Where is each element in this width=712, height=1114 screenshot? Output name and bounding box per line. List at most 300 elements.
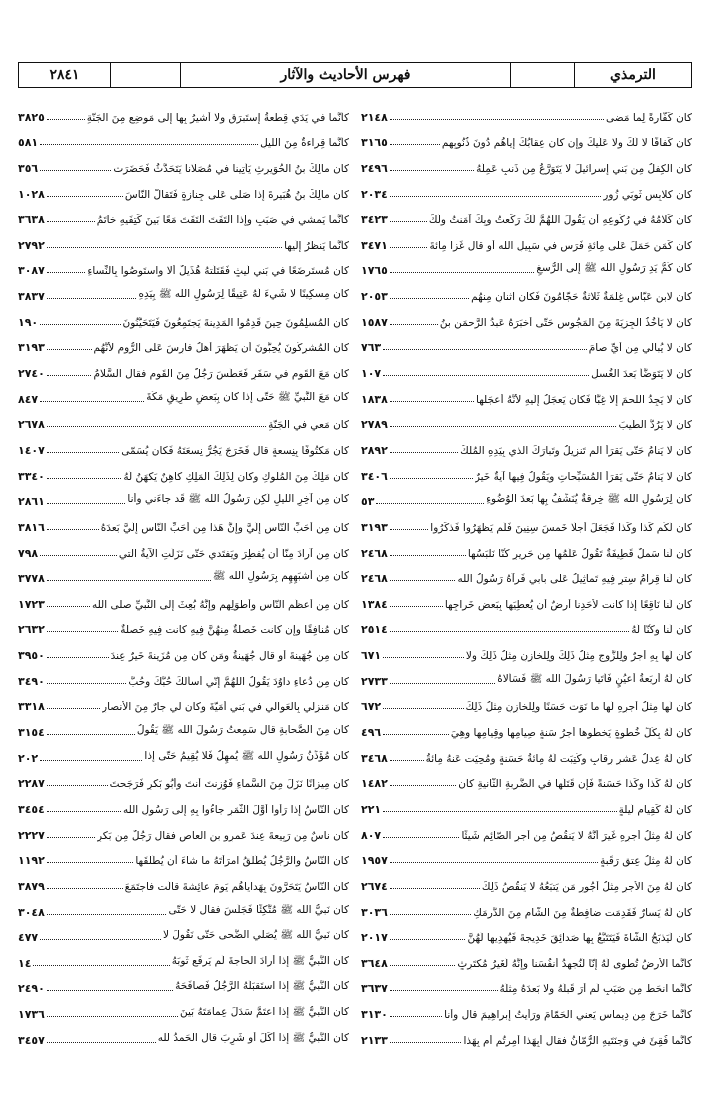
- entry-text: كأنَّما في يَدَي قِطعةُ إستَبرَقٍ ولا أُشيرُ بِها إلى مَوضِعٍ مِنَ الجَنّةِ: [86, 111, 349, 124]
- entry-leader-dots: [383, 657, 464, 658]
- entry-number: ٣٤٢٣: [361, 213, 388, 227]
- entry-leader-dots: [383, 811, 616, 812]
- index-entry: [18, 252, 349, 278]
- entry-text: كان النَّبيُّ ﷺ إذا اعتَمَّ سَدَلَ عِمامَتَهُ بَينَ: [180, 1006, 349, 1019]
- entry-leader-dots: [47, 478, 122, 479]
- entry-text: كان مِسكِينًا لا شَيءَ لَهُ عَتِيقًا لِرَسُولِ الله ﷺ بِيَدِهِ: [138, 288, 349, 301]
- entry-text: كان مَنزِلي بِالعَوالي في بَني أُمَيّةَ وكان لي جارٌ مِنَ الأنصارِ: [102, 701, 349, 714]
- entry-number: ٢٥١٤: [361, 623, 388, 637]
- entry-number: ٢٤٩٦: [361, 161, 388, 175]
- entry-number: ٢٢٢٧: [18, 828, 45, 842]
- entry-leader-dots: [47, 1042, 156, 1043]
- book-name: الترمذي: [610, 67, 656, 83]
- index-entry: [18, 919, 349, 945]
- entry-leader-dots: [390, 760, 424, 761]
- index-entry: [18, 816, 349, 842]
- entry-text: كان مالِكُ بنُ هُبَيرةَ إذا صَلّى عَلى جِنازةٍ فَتَقالَّ النّاسَ: [124, 188, 349, 201]
- entry-number: ٣٣١٨: [18, 700, 45, 714]
- entry-leader-dots: [390, 478, 473, 479]
- entry-leader-dots: [47, 221, 95, 222]
- entry-text: كان لَكُم كَذا وكَذا فَجَعَلَ أجلًا خَمسَ سِنِينَ فَلَم يَظهَرُوا فَذكَرُوا: [430, 521, 692, 534]
- entry-text: كان كلابِسِ ثَوبَي زُورٍ: [603, 188, 692, 201]
- index-entry: [361, 688, 692, 714]
- entry-leader-dots: [390, 298, 469, 299]
- entry-leader-dots: [390, 888, 480, 889]
- entry-leader-dots: [47, 1016, 178, 1017]
- entry-text: كان النَّبيُّ ﷺ إذا أكَلَ أو شَرِبَ قال الحَمدُ لله: [157, 1031, 349, 1044]
- entry-number: ٢٨٩٢: [361, 443, 388, 457]
- entry-number: ٣٤٠٦: [361, 469, 388, 483]
- entry-text: كان لَهُ عِدلُ عَشرِ رِقابٍ وكُتِبَت لَهُ مِائةُ حَسَنةٍ ومُحِيَت عَنهُ مِائةُ: [425, 752, 692, 765]
- header-spacer-left: [111, 63, 181, 87]
- entry-text: كان الكِفلُ مِن بَني إسرائيلَ لا يَتَوَرَّعُ مِن ذَنبٍ عَمِلَهُ: [476, 162, 692, 175]
- index-entry: [18, 739, 349, 765]
- entry-number: ٣٨١٦: [18, 520, 45, 534]
- index-entry: [361, 790, 692, 816]
- index-entry: [361, 124, 692, 150]
- entry-text: كان النَّبيُّ ﷺ إذا أرادَ الحاجةَ لَم يَرفَع ثَوبَهُ: [171, 954, 349, 967]
- entry-number: ٣٤٦٨: [361, 751, 388, 765]
- entry-number: ٢٤٦٨: [361, 572, 388, 586]
- entry-text: كان مَعَ القَومِ في سَفَرٍ فَعَطَسَ رَجُلٌ مِنَ القَومِ فقال السَّلامُ: [93, 368, 349, 381]
- entry-leader-dots: [47, 503, 126, 504]
- entry-number: ٣٤٩٠: [18, 674, 45, 688]
- entry-number: ١٣٨٤: [361, 597, 388, 611]
- index-entry: [18, 354, 349, 380]
- index-entry: [361, 944, 692, 970]
- entry-number: ١٩٥٧: [361, 854, 388, 868]
- index-entry: [18, 867, 349, 893]
- entry-text: كان لا يَنامُ حَتّى يَقرَأَ المُسَبِّحاتِ ويَقُولُ فِيها آيةٌ خَيرٌ: [474, 470, 692, 483]
- index-entry: [18, 611, 349, 637]
- index-title: فهرس الأحاديث والآثار: [181, 63, 511, 87]
- index-entry: [18, 149, 349, 175]
- index-entry: [361, 508, 692, 534]
- index-entry: [18, 98, 349, 124]
- entry-leader-dots: [383, 708, 463, 709]
- entry-number: ٣١٩٣: [361, 520, 388, 534]
- entry-number: ٣٦٤٨: [361, 956, 388, 970]
- index-entry: [18, 226, 349, 252]
- entry-number: ٣٣٤٠: [18, 469, 45, 483]
- entry-leader-dots: [47, 298, 137, 299]
- index-entry: [361, 534, 692, 560]
- entry-number: ١٠٢٨: [18, 187, 45, 201]
- entry-leader-dots: [47, 272, 86, 273]
- index-entry: [361, 431, 692, 457]
- entry-number: ٤٩٦: [361, 726, 382, 740]
- index-entry: [18, 560, 349, 586]
- entry-number: ٧٩٨: [18, 546, 39, 560]
- entry-text: كان لَهُ بِكُلِّ خُطوةٍ يَخطُوها أجرُ سَنةٍ صِيامِها وقِيامِها وهِيَ: [450, 727, 692, 740]
- entry-text: كان مِن جُهَينةَ أو قال جُهَينةُ ومَن كان مِن مُزَينةَ خَيرٌ عِندَ: [110, 650, 349, 663]
- entry-number: ٣٦٣٨: [18, 213, 45, 227]
- index-entry: [361, 201, 692, 227]
- entry-number: ٦٧٢: [361, 700, 382, 714]
- entry-text: كان لَنا نَاقِعًا إذا كانت لأحَدِنا أرضٌ أن يُعطِيَها بِبَعضِ خَراجِها: [444, 598, 692, 611]
- entry-text: كان لا يَأخُذُ الجِزيَةَ مِنَ المَجُوسِ حَتّى أخبَرَهُ عَبدُ الرَّحمَنِ بنُ: [439, 316, 692, 329]
- entry-text: كأنَّما خَرَجَ مِن دِيماسٍ يَعني الحَمّامَ ورَأيتُ إبراهِيمَ قال وأنا: [444, 1009, 692, 1022]
- entry-number: ١٧٢٣: [18, 597, 45, 611]
- index-entry: [18, 585, 349, 611]
- entry-leader-dots: [47, 529, 99, 530]
- index-entry: [18, 201, 349, 227]
- entry-leader-dots: [40, 555, 117, 556]
- entry-text: كان لَهُ مِثلُ أجرِهِ غَيرَ أنَّهُ لا يَنقُصُ مِن أجرِ الصّائِمِ شَيئًا: [461, 829, 692, 842]
- entry-text: كان كَلامُهُ في رُكُوعِهِ أن يَقُولَ اللهُمَّ لَكَ رَكَعتُ وبِكَ آمَنتُ ولَكَ: [428, 214, 692, 227]
- entry-number: ٣٤٧١: [361, 238, 388, 252]
- entry-text: كان مُستَرضَعًا في بَني لَيثٍ فَقَتَلَتهُ هُذَيلٌ ألا واستَوصُوا بِالنِّساءِ: [87, 265, 349, 278]
- entry-text: كان مَعَ النَّبيِّ ﷺ حَتّى إذا كان بِبَعضِ طَرِيقِ مَكّةَ: [146, 390, 349, 403]
- index-entry: [361, 457, 692, 483]
- index-entry: [18, 277, 349, 303]
- entry-text: كأنَّما يَنظُرُ إلَيها: [284, 239, 349, 252]
- entry-text: كان مَعي في الجَنّةِ: [268, 419, 349, 432]
- entry-text: كان لَها بِهِ أجرٌ ولِلزَّوجِ مِثلُ ذَلِكَ ولِلخازِنِ مِثلُ ذَلِكَ ولا: [465, 650, 692, 663]
- entry-number: ٢٨٦١: [18, 495, 45, 509]
- index-entry: [361, 995, 692, 1021]
- entry-number: ٣٠٣٦: [361, 905, 388, 919]
- entry-leader-dots: [33, 965, 169, 966]
- entry-leader-dots: [47, 580, 211, 581]
- entry-leader-dots: [47, 606, 90, 607]
- entry-number: ٢٢٨٧: [18, 777, 45, 791]
- entry-leader-dots: [40, 939, 161, 940]
- entry-leader-dots: [47, 708, 100, 709]
- entry-number: ٣٧٧٨: [18, 572, 45, 586]
- index-entry: [18, 970, 349, 996]
- entry-number: ١٠٧: [361, 367, 382, 381]
- entry-text: كان ناسٌ مِن رَبِيعةَ عِندَ عَمرِو بنِ العاصِ فقال رَجُلٌ مِن بَكرٍ: [97, 829, 349, 842]
- entry-text: كان مِيزانًا نَزَلَ مِنَ السَّماءِ فَوُزِنتَ أنتَ وأبُو بَكرٍ فَرَجَحتَ: [109, 778, 349, 791]
- entry-text: كان مُنافِقًا وإن كانت خَصلةٌ مِنهُنَّ فِيهِ كانت فِيهِ خَصلةٌ: [120, 624, 349, 637]
- index-entry: [361, 585, 692, 611]
- index-entry: [361, 893, 692, 919]
- entry-number: ٢٦٧٨: [18, 418, 45, 432]
- index-entry: [18, 765, 349, 791]
- entry-number: ١٤٠٧: [18, 443, 45, 457]
- entry-text: كان لَنا سَملٌ قَطِيفَةٌ تَقُولُ عَلَمُها مِن حَرِيرٍ كُنّا نَلبَسُها: [467, 547, 692, 560]
- entry-leader-dots: [390, 606, 443, 607]
- entry-leader-dots: [390, 914, 471, 915]
- index-entry: [18, 893, 349, 919]
- entry-leader-dots: [390, 683, 495, 684]
- entry-text: كان مَلِكٌ مِنَ المُلُوكِ وكان لِذَلِكَ المَلِكِ كاهِنٌ يَكهَنُ لَهُ: [123, 470, 349, 483]
- entry-text: كان لا يَنامُ حَتّى يَقرَأَ الم تَنزِيلُ وتَبارَكَ الَّذي بِيَدِهِ المُلكُ: [460, 444, 692, 457]
- index-entry: [361, 970, 692, 996]
- entry-leader-dots: [390, 529, 428, 530]
- entry-number: ٢٠٢: [18, 751, 39, 765]
- entry-text: كان النّاسُ والرَّجُلُ يُطَلِّقُ امرَأتَهُ ما شاءَ أن يُطَلِّقَها: [135, 855, 349, 868]
- index-entry: [18, 457, 349, 483]
- index-entry: [361, 867, 692, 893]
- entry-number: ٢٢١: [361, 802, 382, 816]
- entry-number: ٣١٩٣: [18, 341, 45, 355]
- entry-leader-dots: [383, 734, 449, 735]
- index-entry: [18, 508, 349, 534]
- entry-text: كأنَّما فُقِئَ في وَجنَتَيهِ الرُّمّانُ فقال أبِهَذا أُمِرتُم أم بِهَذا: [463, 1034, 692, 1047]
- index-entry: [361, 483, 692, 509]
- index-entry: [361, 765, 692, 791]
- index-entry: [361, 919, 692, 945]
- index-entry: [18, 483, 349, 509]
- entry-leader-dots: [47, 349, 92, 350]
- index-entry: [18, 175, 349, 201]
- index-entry: [18, 329, 349, 355]
- entry-text: كان كُمُّ يَدِ رَسُولِ الله ﷺ إلى الرُّسغِ: [536, 262, 692, 275]
- index-entry: [361, 842, 692, 868]
- entry-text: كان كَفَّارةً لِما مَضى: [606, 111, 692, 124]
- index-entry: [18, 1021, 349, 1047]
- entry-number: ٣٤٥٤: [18, 802, 45, 816]
- entry-text: كأنَّما الأرضُ تُطوى لَهُ إنّا لَنُجهِدُ أنفُسَنا وإنَّهُ لَغَيرُ مُكتَرِثٍ: [457, 957, 692, 970]
- entry-number: ٢١٣٣: [361, 1033, 388, 1047]
- index-entry: [18, 790, 349, 816]
- entry-leader-dots: [47, 452, 119, 453]
- index-entry: [361, 252, 692, 278]
- entry-leader-dots: [47, 657, 109, 658]
- entry-text: كان كَفافًا لا لَكَ ولا عَلَيكَ وإن كان عِقابُكَ إياهُم دُونَ ذُنُوبِهِم: [441, 137, 692, 150]
- entry-number: ٢١٤٨: [361, 110, 388, 124]
- index-entry: [18, 842, 349, 868]
- index-entry: [361, 636, 692, 662]
- entry-number: ٣٦٣٧: [361, 982, 388, 996]
- entry-text: كأنَّما يَمشي في صَبَبٍ وإذا التَفَتَ التَفَتَ مَعًا بَينَ كَتِفَيهِ خاتَمُ: [96, 214, 349, 227]
- index-entry: [18, 688, 349, 714]
- index-entry: [18, 303, 349, 329]
- entry-leader-dots: [390, 785, 456, 786]
- entry-number: ٢٦٣٢: [18, 623, 45, 637]
- index-entry: [361, 354, 692, 380]
- entry-leader-dots: [390, 452, 458, 453]
- entry-number: ٣٠٤٨: [18, 905, 45, 919]
- index-entry: [361, 175, 692, 201]
- entry-text: كان المُسلِمُونَ حِينَ قَدِمُوا المَدِينةَ يَجتَمِعُونَ فَيَتَحَيَّنُونَ: [122, 316, 349, 329]
- entry-text: كان مِن دُعاءِ داوُدَ يَقُولُ اللهُمَّ إنّي أسألُكَ حُبَّكَ وحُبَّ: [128, 675, 349, 688]
- index-entry: [361, 816, 692, 842]
- entry-leader-dots: [390, 990, 498, 991]
- entry-leader-dots: [47, 683, 127, 684]
- entry-leader-dots: [47, 196, 123, 197]
- entry-leader-dots: [390, 426, 617, 427]
- entry-text: كان مِن أعظَمِ النّاسِ وأطوَلِهِم وإنَّهُ بُعِثَ إلى النَّبيِّ صلى الله: [91, 598, 349, 611]
- index-entry: [18, 995, 349, 1021]
- entry-number: ١٤٨٢: [361, 777, 388, 791]
- index-entry: [361, 329, 692, 355]
- entry-leader-dots: [47, 990, 173, 991]
- entry-text: كان النّاسُ يَتَحَرَّونَ بِهَداياهُم يَومَ عائِشةَ قالَت فاجتَمَعَ: [124, 880, 349, 893]
- entry-text: كان لَنا قِرامُ سِترٍ فِيهِ تَماثِيلُ عَلى بابي فَرآهُ رَسُولُ الله: [457, 573, 692, 586]
- index-entry: [18, 431, 349, 457]
- index-entry: [18, 380, 349, 406]
- entry-leader-dots: [390, 324, 438, 325]
- page-number: ٢٨٤١: [19, 63, 111, 87]
- entry-text: كان لَنا وكُنّا لَهُ: [631, 624, 692, 637]
- entry-number: ٢٧٩٢: [18, 238, 45, 252]
- entry-number: ١١٩٢: [18, 854, 45, 868]
- entry-number: ٢٦٧٤: [361, 879, 388, 893]
- entry-leader-dots: [47, 785, 108, 786]
- entry-number: ٥٣: [361, 495, 375, 509]
- index-entry: [361, 713, 692, 739]
- entry-leader-dots: [47, 734, 135, 735]
- entry-text: كان مِنَ الصَّحابةِ قال سَمِعتُ رَسُولَ الله ﷺ يَقُولُ: [136, 724, 349, 737]
- entry-leader-dots: [390, 221, 427, 222]
- entry-text: كان مالِكُ بنُ الحُوَيرِثِ يَأتِينا في مُصَلّانا يَتَحَدَّثُ فَحَضَرَت: [113, 162, 349, 175]
- entry-number: ٤٧٧: [18, 931, 39, 945]
- entry-leader-dots: [390, 144, 440, 145]
- index-entry: [18, 636, 349, 662]
- entry-leader-dots: [383, 375, 589, 376]
- entry-text: كان لَهُ مِثلُ عِتقِ رَقَبةٍ: [600, 855, 692, 868]
- entry-leader-dots: [390, 580, 456, 581]
- entry-number: ٣٤٥٧: [18, 1033, 45, 1047]
- entry-number: ٢٧٨٩: [361, 418, 388, 432]
- entry-leader-dots: [390, 1042, 462, 1043]
- entry-number: ٣٩٥٠: [18, 649, 45, 663]
- index-entry: [361, 1021, 692, 1047]
- entry-leader-dots: [390, 1016, 442, 1017]
- entry-number: ٢٠١٧: [361, 931, 388, 945]
- entry-number: ٨٠٧: [361, 828, 382, 842]
- entry-text: كان لَيَذبَحُ الشّاةَ فَيَتَتَبَّعُ بِها صَدائِقَ خَدِيجةَ فَيُهدِيها لَهُنَّ: [467, 932, 692, 945]
- entry-text: كان مَكتُوفًا بِنِسعةٍ قال فَخَرَجَ يَجُرُّ نِسعَتَهُ فَكان يُسَمّى: [121, 444, 349, 457]
- index-entry: [361, 662, 692, 688]
- entry-text: كان لا يَتَوَضَّأُ بَعدَ الغُسلِ: [591, 368, 692, 381]
- entry-text: كان لابنِ عَبّاسٍ غِلمَةٌ ثَلاثةٌ حَجّامُونَ فَكان اثنانِ مِنهُم: [471, 291, 692, 304]
- entry-leader-dots: [390, 555, 466, 556]
- index-entry: [361, 560, 692, 586]
- entry-leader-dots: [47, 631, 118, 632]
- entry-leader-dots: [390, 272, 534, 273]
- entry-leader-dots: [390, 196, 601, 197]
- entry-number: ١٨٣٨: [361, 392, 388, 406]
- index-entry: [361, 226, 692, 252]
- entry-text: كان لَهُ أربَعةُ أعيُنٍ فَأتَيا رَسُولَ الله ﷺ فَسَألاهُ: [497, 672, 692, 685]
- entry-leader-dots: [47, 426, 266, 427]
- entry-number: ٣٨٣٧: [18, 290, 45, 304]
- entry-text: كان لِرَسُولِ الله ﷺ خِرقةٌ يُنَشِّفُ بِها بَعدَ الوُضُوءِ: [486, 493, 692, 506]
- entry-text: كان لا يَرُدُّ الطِّيبَ: [618, 419, 692, 432]
- entry-leader-dots: [383, 837, 459, 838]
- entry-text: كان نَبيُّ الله ﷺ يُصَلّي الضُّحى حَتّى نَقُولَ لا: [162, 929, 349, 942]
- entry-leader-dots: [40, 144, 258, 145]
- entry-leader-dots: [390, 247, 428, 248]
- entry-number: ٣٠٨٧: [18, 264, 45, 278]
- entry-leader-dots: [47, 811, 121, 812]
- entry-leader-dots: [47, 375, 92, 376]
- entry-leader-dots: [383, 349, 587, 350]
- entry-text: كان لَها مِثلُ أجرِهِ لَها ما نَوَت حَسَنًا ولِلخازِنِ مِثلُ ذَلِكَ: [465, 701, 692, 714]
- entry-number: ١٧٦٥: [361, 264, 388, 278]
- entry-text: كان مُؤَذِّنُ رَسُولِ الله ﷺ يُمهِلُ فَلا يُقِيمُ حَتّى إذا: [144, 749, 349, 762]
- entry-number: ٣٨٢٥: [18, 110, 45, 124]
- index-entry: [18, 406, 349, 432]
- entry-number: ١٩٠: [18, 315, 39, 329]
- index-entry: [361, 406, 692, 432]
- entry-leader-dots: [390, 862, 598, 863]
- entry-leader-dots: [47, 247, 282, 248]
- entry-text: كان مِن آخِرِ اللَّيلِ لَكِن رَسُولُ الله ﷺ قَد جاءَني وأنا: [127, 493, 349, 506]
- entry-text: كان المُشرِكُونَ يُحِبُّونَ أن يَظهَرَ أهلُ فارِسَ عَلى الرُّومِ لأنَّهُم: [93, 342, 349, 355]
- entry-text: كأنَّما قِراءةٌ مِنَ اللَّيلِ: [260, 137, 349, 150]
- header-spacer-right: [511, 63, 575, 87]
- entry-number: ٢٠٣٤: [361, 187, 388, 201]
- entry-leader-dots: [47, 914, 167, 915]
- index-entry: [361, 149, 692, 175]
- entry-text: كان النّاسُ إذا رَأَوا أوَّلَ الثَّمَرِ جاءُوا بِهِ إلى رَسُولِ الله: [122, 803, 349, 816]
- index-entry: [361, 739, 692, 765]
- entry-text: كان لَهُ كَقِيامِ لَيلةٍ: [618, 803, 692, 816]
- entry-leader-dots: [390, 631, 629, 632]
- index-entry: [18, 713, 349, 739]
- entry-text: كأنَّما انحَطَّ مِن صَبَبٍ لَم أرَ قَبلَهُ ولا بَعدَهُ مِثلَهُ: [499, 983, 692, 996]
- entry-leader-dots: [40, 760, 142, 761]
- entry-leader-dots: [47, 119, 85, 120]
- entry-number: ١٥٨٧: [361, 315, 388, 329]
- entry-text: كان لَهُ يَسارٌ فَقَدِمَت ضافِطةٌ مِنَ الشّامِ مِنَ الدَّرمَكِ: [473, 906, 692, 919]
- entry-number: ١٤: [18, 956, 32, 970]
- entry-text: كان لَهُ كَذا وكَذا حَسَنةً فَإن قَتَلَها في الضَّربةِ الثّانيةِ كان: [458, 778, 692, 791]
- entry-number: ٢٤٩٠: [18, 982, 45, 996]
- page-header: [18, 62, 692, 88]
- entry-leader-dots: [390, 119, 604, 120]
- entry-number: ٢٧٣٣: [361, 674, 388, 688]
- entry-leader-dots: [40, 170, 111, 171]
- entry-leader-dots: [390, 965, 456, 966]
- entry-number: ٦٧١: [361, 649, 382, 663]
- entry-number: ٢٤٦٨: [361, 546, 388, 560]
- index-columns: [18, 98, 692, 1102]
- entry-number: ٣٨٧٩: [18, 879, 45, 893]
- entry-leader-dots: [390, 401, 474, 402]
- entry-number: ٧٦٣: [361, 341, 382, 355]
- index-entry: [18, 662, 349, 688]
- index-column-right: [361, 98, 692, 1102]
- index-entry: [18, 944, 349, 970]
- entry-text: كان لا يَجِدُ اللَّحمَ إلّا غِبًّا فَكان يَعجَلُ إلَيهِ لأنَّهُ أعجَلُها: [476, 393, 692, 406]
- entry-number: ٣١٣٠: [361, 1008, 388, 1022]
- index-entry: [361, 611, 692, 637]
- entry-text: كان مِن أحَبِّ النّاسِ إلَيَّ وإنَّ هَذا مِن أحَبِّ النّاسِ إلَيَّ بَعدَهُ: [100, 521, 349, 534]
- entry-text: كان مِن أشبَهِهِم بِرَسُولِ الله ﷺ: [212, 570, 349, 583]
- entry-leader-dots: [47, 888, 123, 889]
- index-entry: [18, 124, 349, 150]
- entry-text: كان النَّبيُّ ﷺ إذا استَقبَلَهُ الرَّجُلُ فَصافَحَهُ: [175, 980, 349, 993]
- entry-text: كان لا يُبالي مِن أيِّ صامَ: [588, 342, 692, 355]
- index-entry: [18, 534, 349, 560]
- entry-number: ١٧٣٦: [18, 1008, 45, 1022]
- entry-text: كان كَمَن حَمَلَ عَلى مِائةِ فَرَسٍ في سَبِيلِ الله أو قال غَزا مِائةَ: [429, 239, 692, 252]
- entry-number: ٢٠٥٣: [361, 290, 388, 304]
- entry-number: ٣١٦٥: [361, 136, 388, 150]
- entry-leader-dots: [47, 837, 95, 838]
- entry-number: ٣٥٦: [18, 161, 39, 175]
- index-entry: [361, 277, 692, 303]
- entry-text: كان مِن آرادَ مِنّا أن يُفطِرَ ويَفتَدي حَتّى نَزَلَتِ الآيةُ الَّتي: [118, 547, 349, 560]
- entry-leader-dots: [390, 170, 474, 171]
- index-entry: [361, 380, 692, 406]
- entry-leader-dots: [47, 862, 133, 863]
- entry-leader-dots: [390, 939, 466, 940]
- entry-leader-dots: [376, 503, 484, 504]
- index-entry: [361, 98, 692, 124]
- entry-leader-dots: [40, 324, 120, 325]
- entry-text: كان لَهُ مِنَ الأجرِ مِثلُ أُجُورِ مَن يَتبَعُهُ لا يَنقُصُ ذَلِكَ: [481, 880, 692, 893]
- entry-text: كان نَبيُّ الله ﷺ مُتَّكِئًا فَجَلَسَ فقال لا حَتّى: [168, 903, 349, 916]
- entry-number: ٥٨١: [18, 136, 39, 150]
- entry-number: ٨٤٧: [18, 392, 39, 406]
